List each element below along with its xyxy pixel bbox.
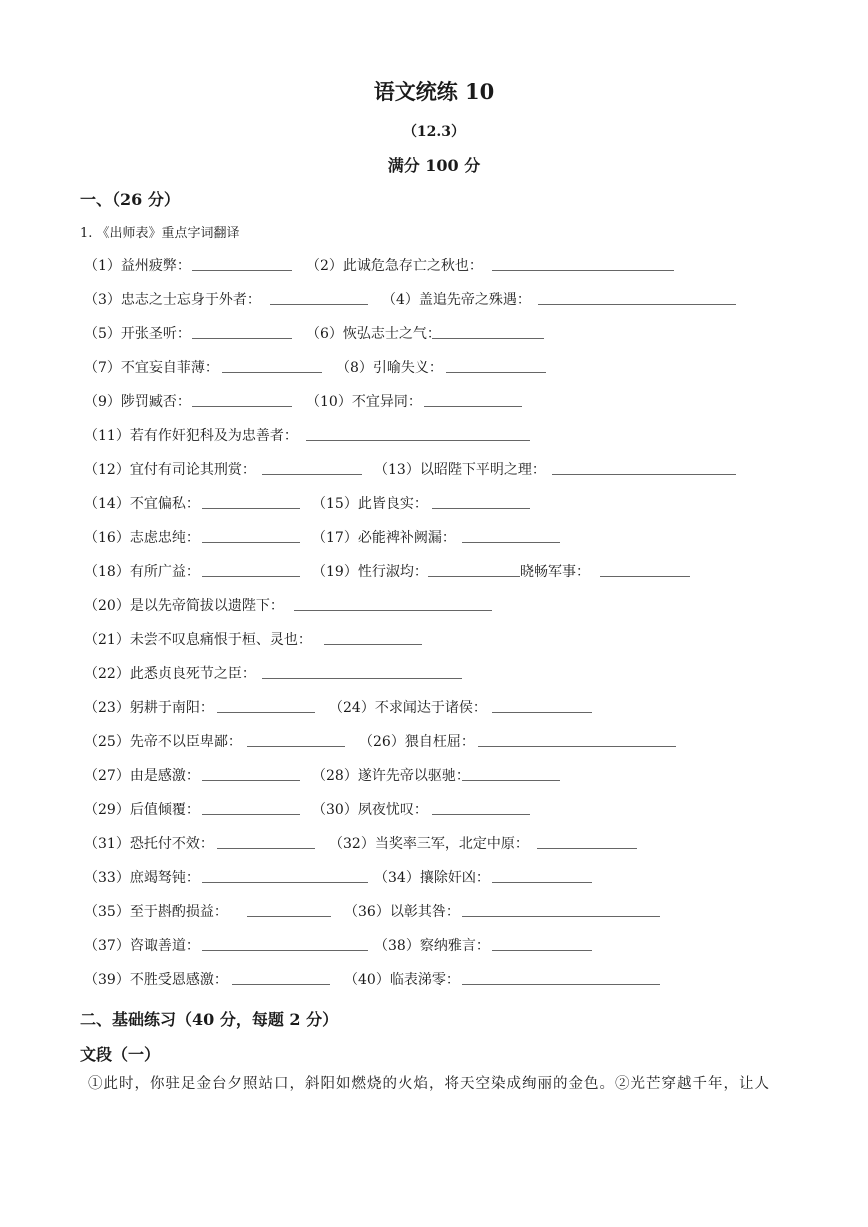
answer-blank[interactable] (462, 984, 660, 985)
vocab-item-label: （6）恢弘志士之气： (306, 326, 441, 342)
answer-blank[interactable] (202, 508, 300, 509)
vocab-item-label: （10）不宜异同： (306, 394, 422, 410)
answer-blank[interactable] (270, 304, 368, 305)
vocab-item-label: （18）有所广益： (84, 564, 200, 580)
answer-blank[interactable] (492, 950, 592, 951)
vocab-item-label: （36）以彰其咎： (344, 904, 460, 920)
answer-blank[interactable] (492, 882, 592, 883)
vocab-item-label: （12）宜付有司论其刑赏： (84, 462, 256, 478)
vocab-item-label: （9）陟罚臧否： (84, 394, 191, 410)
vocab-item-label: （38）察纳雅言： (374, 938, 490, 954)
vocab-item-label: （7）不宜妄自菲薄： (84, 360, 219, 376)
page-title: 语文统练 10 (373, 79, 495, 104)
answer-blank[interactable] (294, 610, 492, 611)
vocab-item-label: （15）此皆良实： (312, 496, 428, 512)
vocab-item-label: （33）庶竭驽钝： (84, 870, 200, 886)
answer-blank[interactable] (428, 576, 520, 577)
answer-blank[interactable] (202, 950, 368, 951)
vocab-item-label: （24）不求闻达于诸侯： (329, 700, 487, 716)
vocab-item-label: （19）性行淑均： (312, 564, 428, 580)
vocab-item-label: （35）至于斟酌损益： (84, 904, 228, 920)
answer-blank[interactable] (247, 746, 345, 747)
date-line: （12.3） (402, 124, 466, 140)
vocab-item-label: （30）夙夜忧叹： (312, 802, 428, 818)
vocab-item-label: （20）是以先帝简拔以遗陛下： (84, 598, 284, 614)
answer-blank[interactable] (202, 542, 300, 543)
vocab-item-label: （4）盖追先帝之殊遇： (382, 292, 531, 308)
vocab-item-label: （5）开张圣听： (84, 326, 191, 342)
vocab-item-label: （8）引喻失义： (336, 360, 443, 376)
vocab-item-label: （3）忠志之士忘身于外者： (84, 292, 261, 308)
answer-blank[interactable] (462, 780, 560, 781)
answer-blank[interactable] (222, 372, 322, 373)
answer-blank[interactable] (192, 338, 292, 339)
vocab-item-label: （21）未尝不叹息痛恨于桓、灵也： (84, 632, 312, 648)
vocab-item-label: （11）若有作奸犯科及为忠善者： (84, 428, 298, 444)
section-2-heading: 二、基础练习（40 分，每题 2 分） (80, 1010, 339, 1029)
answer-blank[interactable] (262, 678, 462, 679)
vocab-item-label: （17）必能裨补阙漏： (312, 530, 456, 546)
answer-blank[interactable] (432, 508, 530, 509)
answer-blank[interactable] (478, 746, 676, 747)
answer-blank[interactable] (492, 270, 674, 271)
answer-blank[interactable] (202, 576, 300, 577)
answer-blank[interactable] (232, 984, 330, 985)
vocab-item-label: （28）遂许先帝以驱驰： (312, 768, 470, 784)
vocab-item-label: （37）咨诹善道： (84, 938, 200, 954)
answer-blank[interactable] (462, 916, 660, 917)
vocab-item-label: （31）恐托付不效： (84, 836, 214, 852)
answer-blank[interactable] (217, 712, 315, 713)
answer-blank[interactable] (492, 712, 592, 713)
answer-blank[interactable] (538, 304, 736, 305)
answer-blank[interactable] (192, 406, 292, 407)
answer-blank[interactable] (462, 542, 560, 543)
answer-blank[interactable] (537, 848, 637, 849)
total-score: 满分 100 分 (387, 156, 481, 175)
passage-1-text: ①此时，你驻足金台夕照站口，斜阳如燃烧的火焰，将天空染成绚丽的金色。②光芒穿越千年，让人 (88, 1076, 770, 1092)
vocab-item-label: （34）攘除奸凶： (374, 870, 490, 886)
answer-blank[interactable] (192, 270, 292, 271)
passage-1-heading: 文段（一） (80, 1045, 161, 1064)
vocab-item-label: （1）益州疲弊： (84, 258, 191, 274)
question-1-title: 1. 《出师表》重点字词翻译 (80, 226, 240, 241)
answer-blank[interactable] (262, 474, 362, 475)
answer-blank[interactable] (424, 406, 522, 407)
vocab-item-label: （29）后值倾覆： (84, 802, 200, 818)
answer-blank[interactable] (202, 814, 300, 815)
vocab-item-label: （40）临表涕零： (344, 972, 460, 988)
vocab-item-label: （23）躬耕于南阳： (84, 700, 214, 716)
answer-blank[interactable] (446, 372, 546, 373)
answer-blank[interactable] (432, 338, 544, 339)
vocab-item-label: （27）由是感激： (84, 768, 200, 784)
answer-blank[interactable] (306, 440, 530, 441)
answer-blank[interactable] (600, 576, 690, 577)
answer-blank[interactable] (324, 644, 422, 645)
vocab-item-label: （32）当奖率三军，北定中原： (329, 836, 529, 852)
vocab-item-label: （2）此诚危急存亡之秋也： (306, 258, 483, 274)
vocab-item-label: （16）志虑忠纯： (84, 530, 200, 546)
answer-blank[interactable] (217, 848, 315, 849)
vocab-item-label: （39）不胜受恩感激： (84, 972, 228, 988)
section-1-heading: 一、（26 分） (80, 190, 180, 209)
vocab-item-label: 晓畅军事： (520, 564, 590, 580)
vocab-item-label: （26）猥自枉屈： (359, 734, 475, 750)
vocab-item-label: （22）此悉贞良死节之臣： (84, 666, 256, 682)
answer-blank[interactable] (202, 882, 368, 883)
vocab-item-label: （14）不宜偏私： (84, 496, 200, 512)
vocab-item-label: （25）先帝不以臣卑鄙： (84, 734, 242, 750)
answer-blank[interactable] (432, 814, 530, 815)
vocab-item-label: （13）以昭陛下平明之理： (374, 462, 546, 478)
answer-blank[interactable] (202, 780, 300, 781)
answer-blank[interactable] (552, 474, 736, 475)
answer-blank[interactable] (247, 916, 331, 917)
